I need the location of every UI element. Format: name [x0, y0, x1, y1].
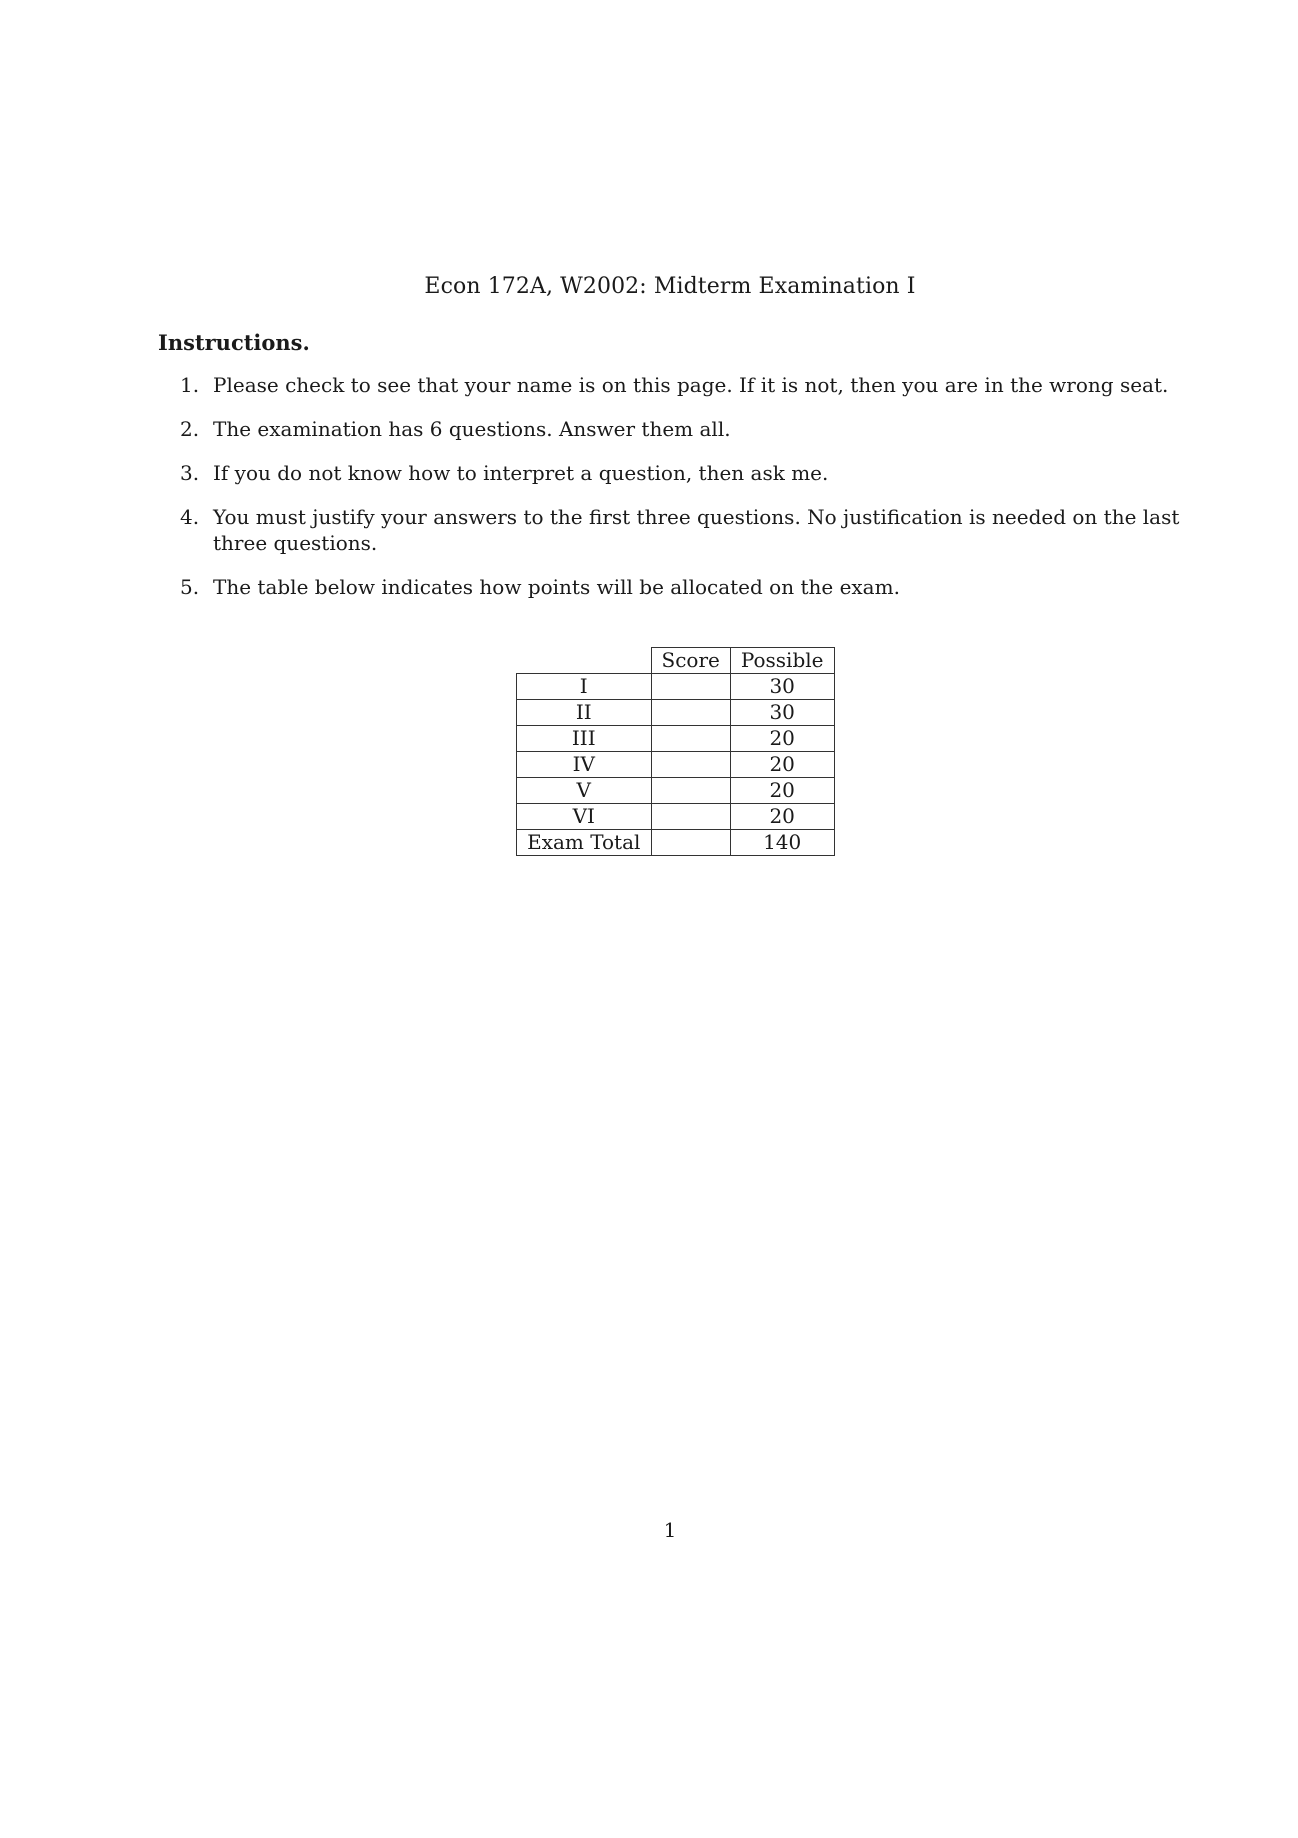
question-label: I: [517, 674, 652, 700]
table-row: [517, 752, 835, 778]
table-header-row: [517, 648, 835, 674]
table-header-possible: Possible: [730, 648, 834, 674]
total-possible-cell: 140: [730, 830, 834, 856]
score-cell: [651, 700, 730, 726]
instruction-text: You must justify your answers to the first three questions. No justification is needed on the last three questions.: [213, 505, 1180, 555]
score-cell: [651, 804, 730, 830]
instruction-text: The table below indicates how points will be allocated on the exam.: [213, 575, 900, 599]
instructions-heading: Instructions.: [158, 330, 310, 355]
table-header-score: Score: [651, 648, 730, 674]
table-row: [517, 700, 835, 726]
instruction-item: [180, 460, 1190, 486]
question-label: IV: [517, 752, 652, 778]
possible-cell: 20: [730, 752, 834, 778]
table-row: [517, 778, 835, 804]
table-row: [517, 804, 835, 830]
possible-cell: 20: [730, 726, 834, 752]
score-cell: [651, 778, 730, 804]
question-label: VI: [517, 804, 652, 830]
score-cell: [651, 674, 730, 700]
instruction-item: [180, 574, 1190, 600]
points-table: [516, 647, 835, 856]
instruction-number: 2.: [180, 417, 200, 441]
possible-cell: 20: [730, 804, 834, 830]
instruction-number: 5.: [180, 575, 200, 599]
instruction-text: The examination has 6 questions. Answer them all.: [213, 417, 731, 441]
instruction-item: [180, 416, 1190, 442]
score-cell: [651, 830, 730, 856]
instruction-text: Please check to see that your name is on this page. If it is not, then you are in the wrong seat.: [213, 373, 1169, 397]
instruction-number: 3.: [180, 461, 200, 485]
instruction-number: 1.: [180, 373, 200, 397]
possible-cell: 30: [730, 700, 834, 726]
instruction-number: 4.: [180, 505, 200, 529]
instructions-list: [180, 372, 1190, 618]
possible-cell: 20: [730, 778, 834, 804]
possible-cell: 30: [730, 674, 834, 700]
question-label: III: [517, 726, 652, 752]
question-label: V: [517, 778, 652, 804]
table-row: [517, 674, 835, 700]
total-label: Exam Total: [517, 830, 652, 856]
instruction-text: If you do not know how to interpret a question, then ask me.: [213, 461, 829, 485]
score-cell: [651, 752, 730, 778]
table-row-total: [517, 830, 835, 856]
score-cell: [651, 726, 730, 752]
table-header-corner: [517, 648, 652, 674]
instruction-item: [180, 504, 1190, 556]
question-label: II: [517, 700, 652, 726]
table-row: [517, 726, 835, 752]
page-number: 1: [663, 1518, 677, 1542]
page-title: Econ 172A, W2002: Midterm Examination I: [424, 274, 916, 299]
instruction-item: [180, 372, 1190, 398]
